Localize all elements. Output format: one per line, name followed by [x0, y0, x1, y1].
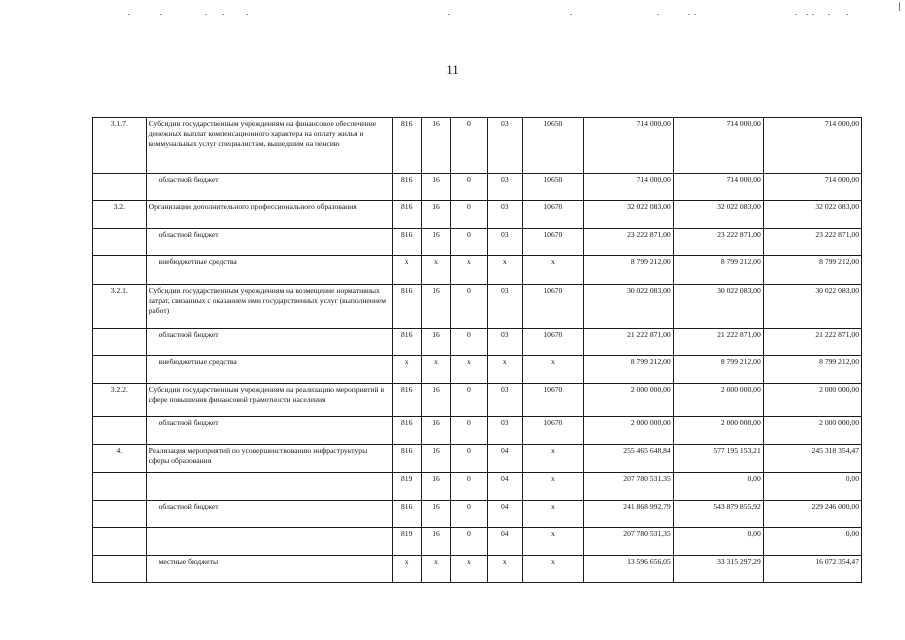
direction-code-cell: х — [522, 556, 583, 583]
event-code-cell: 03 — [487, 384, 522, 417]
row-name-cell: областной бюджет — [146, 417, 392, 445]
direction-code-cell: 10650 — [522, 118, 583, 174]
ministry-code-cell: 816 — [392, 417, 421, 445]
amount-year2-cell: 543 879 855,92 — [673, 501, 763, 528]
row-number-cell — [93, 473, 147, 501]
event-code-cell: 03 — [487, 417, 522, 445]
amount-year2-cell: 21 222 871,00 — [673, 329, 763, 356]
event-code-cell: х — [487, 356, 522, 384]
subprogram-code-cell: х — [451, 556, 487, 583]
row-number-cell: 4. — [93, 445, 147, 473]
amount-year3-cell: 229 246 000,00 — [763, 501, 861, 528]
table-row — [93, 174, 862, 201]
table-row — [93, 445, 862, 473]
amount-year3-cell: 32 022 083,00 — [763, 201, 861, 229]
amount-year3-cell: 0,00 — [763, 528, 861, 556]
direction-code-cell: 10670 — [522, 417, 583, 445]
amount-year1-cell: 8 799 212,00 — [583, 256, 673, 285]
row-name-cell: областной бюджет — [146, 329, 392, 356]
event-code-cell: 04 — [487, 528, 522, 556]
direction-code-cell: 10670 — [522, 329, 583, 356]
event-code-cell: 03 — [487, 229, 522, 256]
amount-year1-cell: 23 222 871,00 — [583, 229, 673, 256]
row-name-cell: Субсидии государственным учреждениям на возмещение нормативных затрат, связанных с оказанием ими государственных услуг (выполнением работ) — [146, 285, 392, 329]
amount-year3-cell: 8 799 212,00 — [763, 256, 861, 285]
budget-table-body — [93, 118, 862, 583]
amount-year2-cell: 577 195 153,21 — [673, 445, 763, 473]
subprogram-code-cell: 0 — [451, 174, 487, 201]
program-code-cell: х — [421, 256, 450, 285]
table-row — [93, 229, 862, 256]
amount-year1-cell: 714 000,00 — [583, 118, 673, 174]
amount-year1-cell: 2 000 000,00 — [583, 417, 673, 445]
program-code-cell: 16 — [421, 229, 450, 256]
direction-code-cell: х — [522, 356, 583, 384]
amount-year3-cell: 714 000,00 — [763, 174, 861, 201]
program-code-cell: 16 — [421, 329, 450, 356]
row-number-cell — [93, 174, 147, 201]
amount-year3-cell: 0,00 — [763, 473, 861, 501]
row-number-cell — [93, 256, 147, 285]
row-name-cell — [146, 473, 392, 501]
direction-code-cell: 10650 — [522, 174, 583, 201]
amount-year2-cell: 0,00 — [673, 473, 763, 501]
amount-year2-cell: 0,00 — [673, 528, 763, 556]
table-row — [93, 528, 862, 556]
row-number-cell: 3.2.2. — [93, 384, 147, 417]
program-code-cell: 16 — [421, 473, 450, 501]
ministry-code-cell: 816 — [392, 118, 421, 174]
ministry-code-cell: 819 — [392, 528, 421, 556]
subprogram-code-cell: 0 — [451, 329, 487, 356]
amount-year3-cell: 714 000,00 — [763, 118, 861, 174]
amount-year2-cell: 33 315 297,29 — [673, 556, 763, 583]
row-name-cell: местные бюджеты — [146, 556, 392, 583]
ministry-code-cell: 816 — [392, 329, 421, 356]
amount-year2-cell: 23 222 871,00 — [673, 229, 763, 256]
program-code-cell: 16 — [421, 445, 450, 473]
amount-year2-cell: 714 000,00 — [673, 174, 763, 201]
amount-year3-cell: 8 799 212,00 — [763, 356, 861, 384]
amount-year1-cell: 2 000 000,00 — [583, 384, 673, 417]
amount-year3-cell: 16 072 354,47 — [763, 556, 861, 583]
row-name-cell: Субсидии государственным учреждениям на реализацию мероприятий в сфере повышения финансовой грамотности населения — [146, 384, 392, 417]
subprogram-code-cell: х — [451, 356, 487, 384]
program-code-cell: 16 — [421, 285, 450, 329]
direction-code-cell: 10670 — [522, 384, 583, 417]
direction-code-cell: 10670 — [522, 229, 583, 256]
amount-year3-cell: 2 000 000,00 — [763, 417, 861, 445]
table-row — [93, 473, 862, 501]
table-row — [93, 501, 862, 528]
program-code-cell: 16 — [421, 528, 450, 556]
amount-year2-cell: 2 000 000,00 — [673, 384, 763, 417]
subprogram-code-cell: 0 — [451, 528, 487, 556]
table-row — [93, 256, 862, 285]
event-code-cell: х — [487, 256, 522, 285]
ministry-code-cell: 816 — [392, 174, 421, 201]
program-code-cell: 16 — [421, 417, 450, 445]
program-code-cell: х — [421, 356, 450, 384]
ministry-code-cell: х — [392, 356, 421, 384]
amount-year1-cell: 207 780 531,35 — [583, 473, 673, 501]
scan-edge-mark — [899, 2, 900, 11]
row-name-cell: областной бюджет — [146, 174, 392, 201]
ministry-code-cell: х — [392, 556, 421, 583]
subprogram-code-cell: 0 — [451, 445, 487, 473]
row-name-cell: областной бюджет — [146, 501, 392, 528]
subprogram-code-cell: 0 — [451, 473, 487, 501]
amount-year3-cell: 245 318 354,47 — [763, 445, 861, 473]
table-row — [93, 417, 862, 445]
budget-table — [92, 117, 862, 583]
subprogram-code-cell: 0 — [451, 384, 487, 417]
event-code-cell: 03 — [487, 201, 522, 229]
program-code-cell: 16 — [421, 201, 450, 229]
row-name-cell: областной бюджет — [146, 229, 392, 256]
table-row — [93, 329, 862, 356]
ministry-code-cell: 816 — [392, 201, 421, 229]
direction-code-cell: 10670 — [522, 285, 583, 329]
subprogram-code-cell: 0 — [451, 201, 487, 229]
ministry-code-cell: 816 — [392, 445, 421, 473]
row-number-cell — [93, 329, 147, 356]
direction-code-cell: х — [522, 256, 583, 285]
amount-year3-cell: 21 222 871,00 — [763, 329, 861, 356]
event-code-cell: 04 — [487, 473, 522, 501]
amount-year1-cell: 255 465 648,84 — [583, 445, 673, 473]
amount-year1-cell: 13 596 656,05 — [583, 556, 673, 583]
scan-noise — [0, 14, 905, 22]
subprogram-code-cell: 0 — [451, 285, 487, 329]
amount-year2-cell: 714 000,00 — [673, 118, 763, 174]
event-code-cell: 03 — [487, 329, 522, 356]
amount-year2-cell: 32 022 083,00 — [673, 201, 763, 229]
row-number-cell — [93, 417, 147, 445]
row-name-cell: Организации дополнительного профессионального образования — [146, 201, 392, 229]
amount-year2-cell: 8 799 212,00 — [673, 356, 763, 384]
subprogram-code-cell: 0 — [451, 501, 487, 528]
amount-year3-cell: 30 022 083,00 — [763, 285, 861, 329]
amount-year2-cell: 8 799 212,00 — [673, 256, 763, 285]
amount-year2-cell: 2 000 000,00 — [673, 417, 763, 445]
direction-code-cell: х — [522, 445, 583, 473]
subprogram-code-cell: 0 — [451, 118, 487, 174]
event-code-cell: 03 — [487, 118, 522, 174]
ministry-code-cell: х — [392, 256, 421, 285]
row-number-cell — [93, 501, 147, 528]
subprogram-code-cell: 0 — [451, 229, 487, 256]
table-row — [93, 384, 862, 417]
amount-year1-cell: 714 000,00 — [583, 174, 673, 201]
row-number-cell: 3.2. — [93, 201, 147, 229]
ministry-code-cell: 816 — [392, 501, 421, 528]
table-row — [93, 285, 862, 329]
row-name-cell: внебюджетные средства — [146, 256, 392, 285]
row-number-cell: 3.1.7. — [93, 118, 147, 174]
page-number: 11 — [446, 62, 459, 77]
amount-year1-cell: 207 780 531,35 — [583, 528, 673, 556]
direction-code-cell: х — [522, 501, 583, 528]
program-code-cell: 16 — [421, 501, 450, 528]
row-number-cell — [93, 229, 147, 256]
amount-year1-cell: 21 222 871,00 — [583, 329, 673, 356]
row-name-cell — [146, 528, 392, 556]
ministry-code-cell: 819 — [392, 473, 421, 501]
subprogram-code-cell: 0 — [451, 417, 487, 445]
event-code-cell: х — [487, 556, 522, 583]
amount-year1-cell: 8 799 212,00 — [583, 356, 673, 384]
table-row — [93, 556, 862, 583]
table-row — [93, 356, 862, 384]
amount-year3-cell: 2 000 000,00 — [763, 384, 861, 417]
event-code-cell: 03 — [487, 174, 522, 201]
amount-year2-cell: 30 022 083,00 — [673, 285, 763, 329]
amount-year1-cell: 30 022 083,00 — [583, 285, 673, 329]
event-code-cell: 04 — [487, 501, 522, 528]
ministry-code-cell: 816 — [392, 384, 421, 417]
subprogram-code-cell: х — [451, 256, 487, 285]
program-code-cell: 16 — [421, 174, 450, 201]
event-code-cell: 03 — [487, 285, 522, 329]
row-number-cell — [93, 528, 147, 556]
ministry-code-cell: 816 — [392, 285, 421, 329]
direction-code-cell: 10670 — [522, 201, 583, 229]
row-number-cell: 3.2.1. — [93, 285, 147, 329]
table-row — [93, 201, 862, 229]
row-name-cell: Субсидии государственным учреждениям на финансовое обеспечение денежных выплат компенсационного характера на оплату жилья и коммунальных услуг специалистам, вышедшим на пенсию — [146, 118, 392, 174]
amount-year3-cell: 23 222 871,00 — [763, 229, 861, 256]
amount-year1-cell: 32 022 083,00 — [583, 201, 673, 229]
program-code-cell: 16 — [421, 384, 450, 417]
ministry-code-cell: 816 — [392, 229, 421, 256]
program-code-cell: х — [421, 556, 450, 583]
event-code-cell: 04 — [487, 445, 522, 473]
amount-year1-cell: 241 868 992,79 — [583, 501, 673, 528]
row-number-cell — [93, 556, 147, 583]
row-name-cell: внебюджетные средства — [146, 356, 392, 384]
direction-code-cell: х — [522, 528, 583, 556]
table-row — [93, 118, 862, 174]
program-code-cell: 16 — [421, 118, 450, 174]
row-name-cell: Реализация мероприятий по усовершенствованию инфраструктуры сферы образования — [146, 445, 392, 473]
row-number-cell — [93, 356, 147, 384]
direction-code-cell: х — [522, 473, 583, 501]
